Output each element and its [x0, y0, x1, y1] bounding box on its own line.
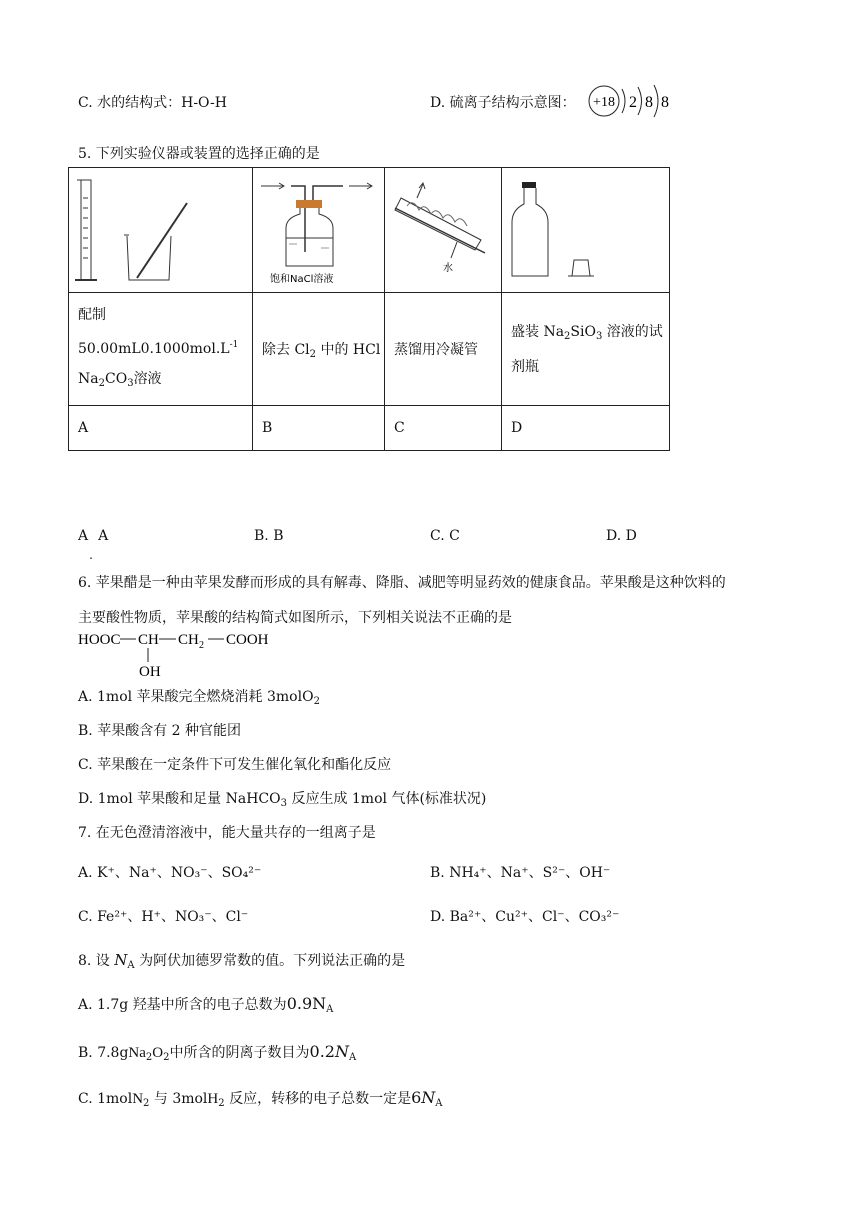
nucleus-charge: +18: [593, 95, 615, 110]
svg-text:HOOC: HOOC: [78, 632, 121, 648]
shell-3: 8: [661, 94, 669, 111]
desc-d: 盛装 $Na_2SiO_3$ 溶液的试 剂瓶: [502, 293, 670, 406]
cylinder-beaker-icon: [69, 168, 252, 292]
q7-option-c: C. Fe²⁺、H⁺、NO₃⁻、Cl⁻: [78, 909, 249, 925]
q5-option-d: D. D: [606, 528, 637, 544]
reagent-bottle-icon: [502, 168, 669, 292]
q8-stem: 8. 设 $N_A$ 为阿伏加德罗常数的值。下列说法正确的是: [78, 951, 406, 971]
desc-c: 蒸馏用冷凝管: [385, 293, 502, 406]
shell-2: 8: [645, 94, 653, 111]
q6-option-a: A. 1mol 苹果酸完全燃烧消耗 3molO$_2$: [78, 689, 320, 707]
cell-image-c: [385, 168, 502, 293]
q5-option-a: A . A: [78, 528, 109, 562]
sulfide-ion-diagram: [586, 83, 676, 119]
c-image-label: 水: [443, 263, 453, 274]
q5-option-c: C. C: [430, 528, 460, 544]
q4-option-c: C. 水的结构式：H-O-H: [78, 95, 227, 111]
q7-option-a: A. K⁺、Na⁺、NO₃⁻、SO₄²⁻: [78, 865, 262, 881]
q5-option-b: B. B: [254, 528, 284, 544]
label-a: A: [69, 406, 253, 451]
cell-image-a: [69, 168, 253, 293]
q8-option-a: A. 1.7g 羟基中所含的电子总数为$0.9N_A$: [78, 994, 334, 1015]
svg-text:CH: CH: [178, 632, 199, 648]
q7-stem: 7. 在无色澄清溶液中，能大量共存的一组离子是: [78, 825, 376, 841]
svg-text:COOH: COOH: [226, 632, 269, 648]
label-b: B: [253, 406, 385, 451]
q7-option-b: B. NH₄⁺、Na⁺、S²⁻、OH⁻: [430, 865, 611, 881]
q7-option-d: D. Ba²⁺、Cu²⁺、Cl⁻、CO₃²⁻: [430, 909, 620, 925]
svg-text:OH: OH: [139, 664, 161, 680]
q6-option-d: D. 1mol 苹果酸和足量 NaHCO$_3$ 反应生成 1mol 气体(标准状况): [78, 791, 487, 809]
q4-option-d: D. 硫离子结构示意图：: [430, 95, 576, 111]
cell-image-d: [502, 168, 670, 293]
desc-b: 除去 $Cl_2$ 中的 HCl: [253, 293, 385, 406]
desc-a: 配制 $50.00mL0.1000mol.L^{-1}$ $Na_2CO_3$溶液: [69, 293, 253, 406]
q6-option-b: B. 苹果酸含有 2 种官能团: [78, 723, 241, 739]
svg-text:CH: CH: [138, 632, 159, 648]
shell-1: 2: [629, 94, 637, 111]
b-image-label: 饱和NaCl溶液: [270, 274, 334, 285]
label-c: C: [385, 406, 502, 451]
wash-bottle-icon: [253, 168, 384, 292]
apparatus-table: [68, 167, 670, 451]
condenser-icon: [385, 168, 501, 292]
q8-option-b: B. $7.8gNa_2O_2$中所含的阴离子数目为$0.2N_A$: [78, 1042, 357, 1063]
svg-text:2: 2: [199, 640, 204, 651]
label-d: D: [502, 406, 670, 451]
q6-option-c: C. 苹果酸在一定条件下可发生催化氧化和酯化反应: [78, 757, 392, 773]
q6-stem-line1: 6. 苹果醋是一种由苹果发酵而形成的具有解毒、降脂、减肥等明显药效的健康食品。苹果酸是这种饮料的: [78, 575, 726, 591]
q8-option-c: C. 1molN$_2$ 与 3molH$_2$ 反应，转移的电子总数一定是$6N_A$: [78, 1088, 443, 1109]
q5-stem: 5. 下列实验仪器或装置的选择正确的是: [78, 146, 320, 162]
q6-stem-line2: 主要酸性物质，苹果酸的结构简式如图所示，下列相关说法不正确的是: [78, 610, 512, 626]
cell-image-b: [253, 168, 385, 293]
malic-acid-formula: [78, 628, 298, 680]
